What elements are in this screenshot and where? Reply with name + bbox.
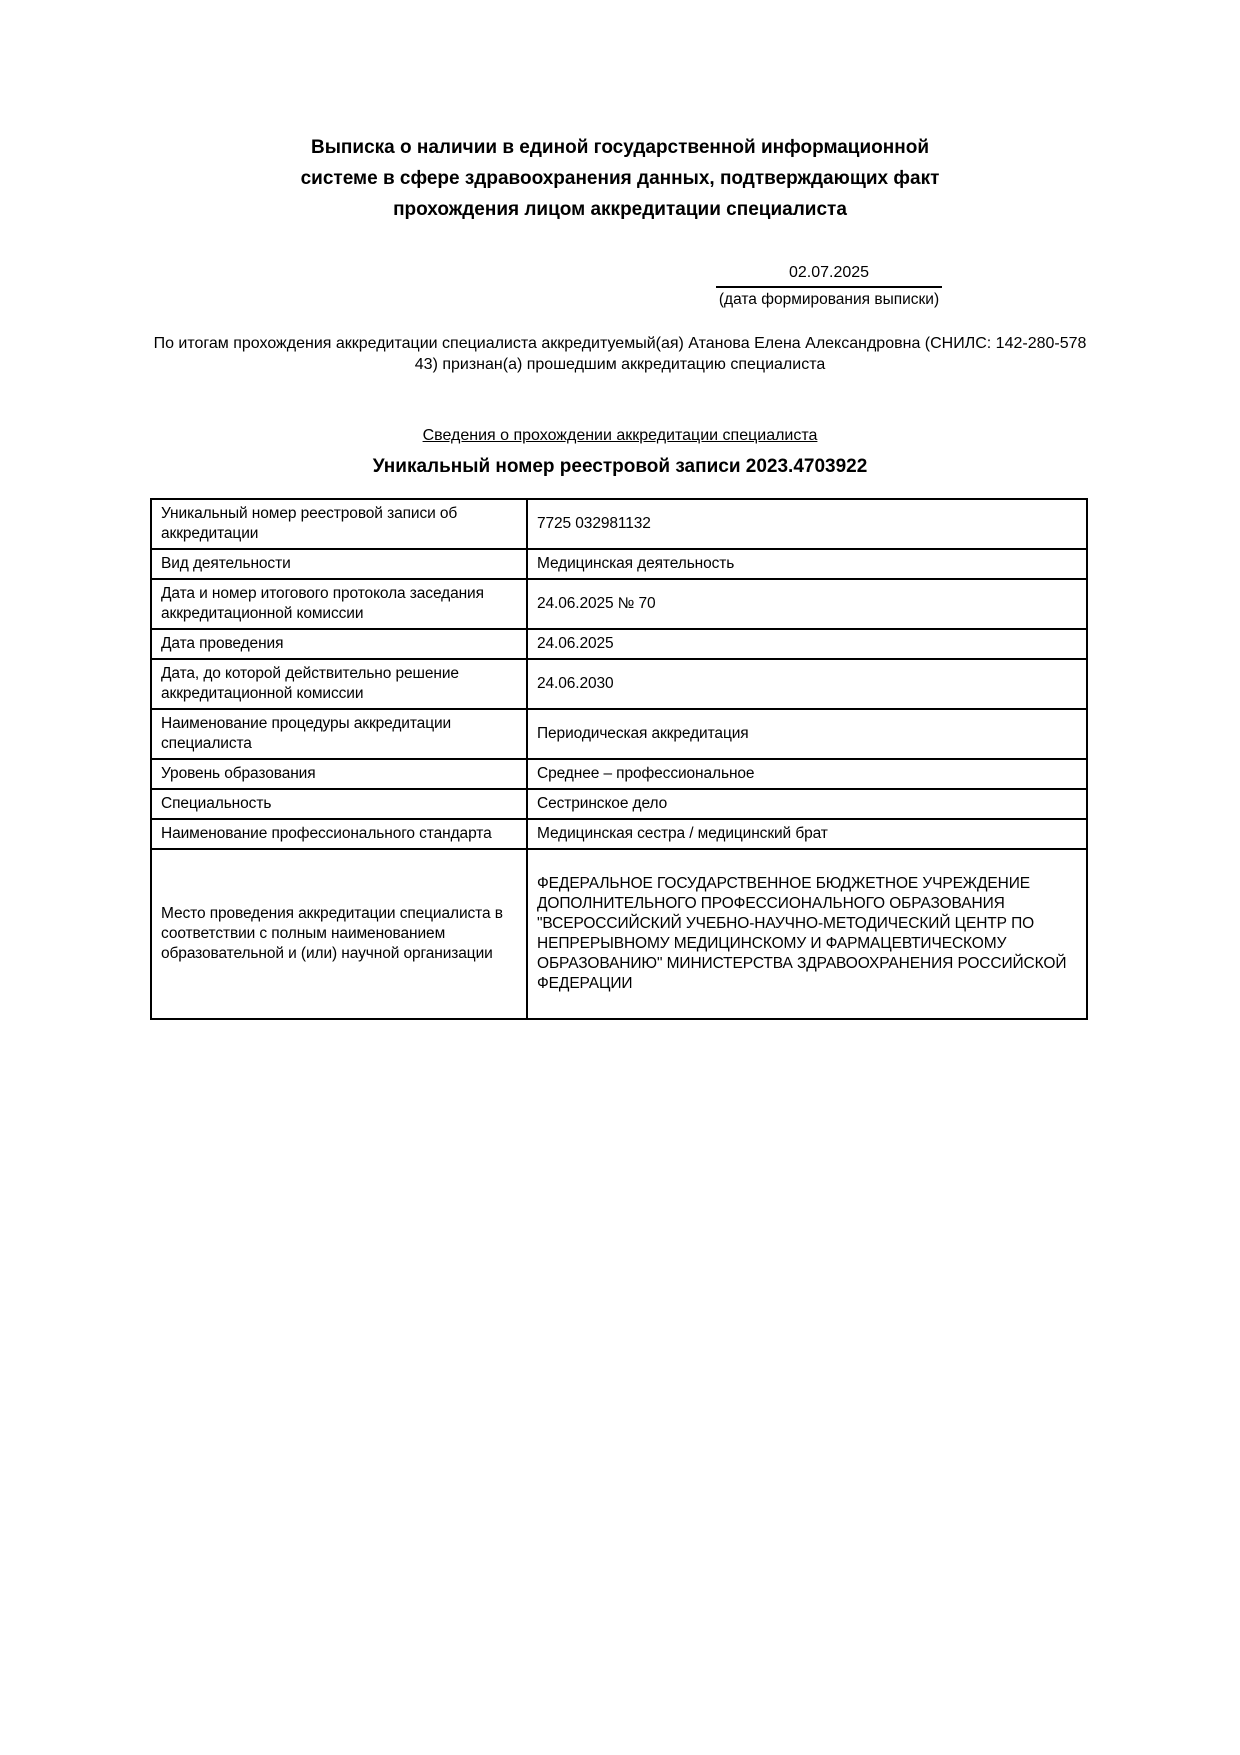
table-row bbox=[151, 549, 1087, 579]
document-title-line: Выписка о наличии в единой государственной информационной bbox=[310, 137, 930, 158]
row-label-cell: Наименование процедуры аккредитации специалиста bbox=[151, 709, 527, 759]
issue-date-block bbox=[716, 263, 942, 310]
issue-date-value: 02.07.2025 bbox=[716, 263, 942, 288]
row-label-cell: Дата и номер итогового протокола заседания аккредитационной комиссии bbox=[151, 579, 527, 629]
section-heading: Сведения о прохождении аккредитации специалиста bbox=[422, 427, 818, 444]
row-label-cell: Наименование профессионального стандарта bbox=[151, 819, 527, 849]
table-row bbox=[151, 759, 1087, 789]
table-row bbox=[151, 709, 1087, 759]
table-row bbox=[151, 789, 1087, 819]
statement-line: По итогам прохождения аккредитации специалиста аккредитуемый(ая) Атанова Елена Александровна (СНИЛС: 142-280-578 bbox=[153, 335, 1087, 352]
row-label-cell: Место проведения аккредитации специалиста в соответствии с полным наименованием образовательной и (или) научной организации bbox=[151, 849, 527, 1019]
table-row bbox=[151, 819, 1087, 849]
statement-paragraph bbox=[70, 333, 1170, 375]
row-label-cell: Уникальный номер реестровой записи об аккредитации bbox=[151, 499, 527, 549]
row-value-cell: ФЕДЕРАЛЬНОЕ ГОСУДАРСТВЕННОЕ БЮДЖЕТНОЕ УЧРЕЖДЕНИЕ ДОПОЛНИТЕЛЬНОГО ПРОФЕССИОНАЛЬНОГО ОБРАЗОВАНИЯ "ВСЕРОССИЙСКИЙ УЧЕБНО-НАУЧНО-МЕТОДИЧЕСКИЙ ЦЕНТР ПО НЕПРЕРЫВНОМУ МЕДИЦИНСКОМУ И ФАРМАЦЕВТИЧЕСКОМУ ОБРАЗОВАНИЮ" МИНИСТЕРСТВА ЗДРАВООХРАНЕНИЯ РОССИЙСКОЙ ФЕДЕРАЦИИ bbox=[527, 849, 1087, 1019]
row-label-cell: Вид деятельности bbox=[151, 549, 527, 579]
row-label-cell: Уровень образования bbox=[151, 759, 527, 789]
document-title bbox=[0, 132, 1240, 225]
row-value-cell: Периодическая аккредитация bbox=[527, 709, 1087, 759]
row-label-cell: Дата проведения bbox=[151, 629, 527, 659]
record-number-title: Уникальный номер реестровой записи 2023.4703922 bbox=[372, 456, 868, 477]
row-value-cell: 7725 032981132 bbox=[527, 499, 1087, 549]
row-value-cell: 24.06.2030 bbox=[527, 659, 1087, 709]
row-value-cell: 24.06.2025 bbox=[527, 629, 1087, 659]
document-title-line: прохождения лицом аккредитации специалиста bbox=[393, 199, 847, 220]
row-value-cell: Медицинская сестра / медицинский брат bbox=[527, 819, 1087, 849]
table-row bbox=[151, 629, 1087, 659]
issue-date-caption: (дата формирования выписки) bbox=[718, 291, 940, 308]
table-row bbox=[151, 579, 1087, 629]
table-row bbox=[151, 499, 1087, 549]
statement-line: 43) признан(а) прошедшим аккредитацию специалиста bbox=[414, 356, 826, 373]
accreditation-table bbox=[150, 498, 1088, 1020]
row-label-cell: Специальность bbox=[151, 789, 527, 819]
row-value-cell: 24.06.2025 № 70 bbox=[527, 579, 1087, 629]
row-label-cell: Дата, до которой действительно решение аккредитационной комиссии bbox=[151, 659, 527, 709]
table-row bbox=[151, 659, 1087, 709]
row-value-cell: Медицинская деятельность bbox=[527, 549, 1087, 579]
document-title-line: системе в сфере здравоохранения данных, подтверждающих факт bbox=[300, 168, 940, 189]
table-row bbox=[151, 849, 1087, 1019]
row-value-cell: Сестринское дело bbox=[527, 789, 1087, 819]
row-value-cell: Среднее – профессиональное bbox=[527, 759, 1087, 789]
